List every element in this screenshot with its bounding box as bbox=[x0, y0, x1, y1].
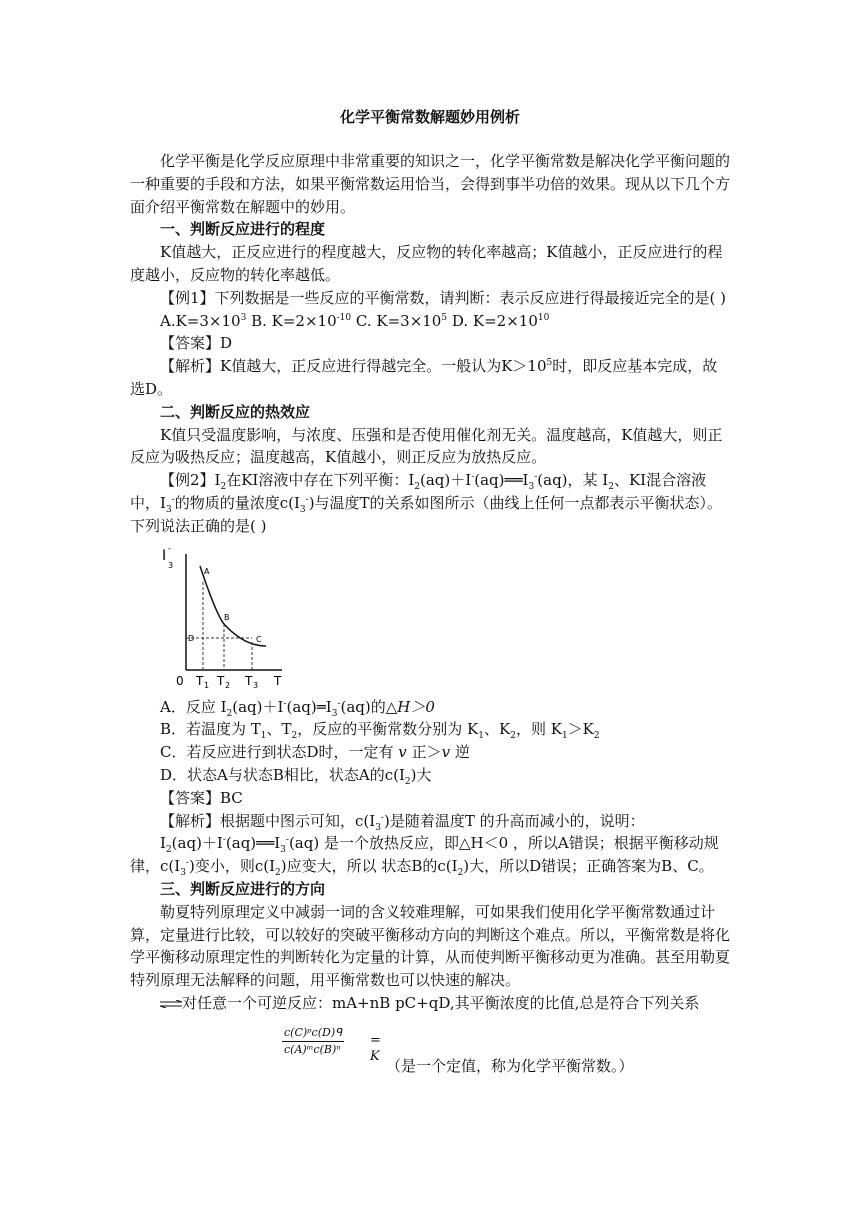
example-2-analysis-2 bbox=[130, 832, 732, 878]
sup: - bbox=[305, 494, 309, 505]
section-3-paragraph: 勒夏特列原理定义中减弱一词的含义较难理解，可如果我们使用化学平衡常数通过计算，定量进行比较，可以较好的突破平衡移动方向的判断这个难点。所以，平衡常数是将化学平衡移动原理定性的判断转化为定量的计算，从而使判断平衡移动更为准确。甚至用勒夏特列原理无法解释的问题，用平衡常数也可以快速的解决。 bbox=[130, 902, 731, 990]
t: (aq)══I bbox=[225, 834, 281, 853]
formula-denominator: c(A)ᵐc(B)ⁿ bbox=[284, 1042, 341, 1056]
example-1-answer: 【答案】D bbox=[160, 334, 233, 353]
t2-sub: 2 bbox=[225, 680, 231, 690]
formula-numerator: c(C)ᵖc(D)ᑫ bbox=[282, 1025, 344, 1042]
formula-fraction bbox=[282, 1025, 381, 1064]
t: (aq)═I bbox=[286, 697, 332, 716]
sup: - bbox=[471, 472, 475, 483]
point-a-label: A bbox=[204, 566, 210, 576]
point-c-label: C bbox=[256, 634, 262, 644]
t: (aq)＋I bbox=[171, 834, 223, 853]
t: 、KI混合溶液中，I bbox=[130, 471, 707, 512]
sub: 3 bbox=[375, 822, 381, 833]
intro-paragraph: 化学平衡是化学反应原理中非常重要的知识之一，化学平衡常数是解决化学平衡问题的一种重要的手段和方法，如果平衡常数运用恰当，会得到事半功倍的效果。现从以下几个方面介绍平衡常数在解题中的妙用。 bbox=[130, 152, 731, 216]
section-3-heading: 三、判断反应进行的方向 bbox=[160, 879, 326, 898]
t: 的物质的量浓度c(I bbox=[174, 493, 300, 512]
option-b-exp: -10 bbox=[336, 312, 352, 323]
t: ，反应的平衡常数分别为 K bbox=[297, 720, 479, 739]
y-label-sup: - bbox=[168, 543, 171, 553]
t: (aq)＋I bbox=[420, 471, 472, 490]
sub: 2 bbox=[593, 731, 600, 742]
y-label-sub: 3 bbox=[168, 560, 174, 570]
sub: 3 bbox=[331, 708, 338, 719]
t: )是随着温度T 的升高而减小的，说明： bbox=[383, 811, 645, 830]
sub: 2 bbox=[165, 845, 172, 856]
t: )变小，则c(I bbox=[188, 857, 275, 876]
option-a-exp: 3 bbox=[240, 312, 247, 323]
t: D．状态A与状态B相比，状态A的c(I bbox=[160, 765, 405, 784]
t: (aq)══I bbox=[474, 471, 529, 490]
t: △H＞0 bbox=[385, 697, 435, 716]
example-2-option-c bbox=[130, 741, 732, 764]
example-2-option-b bbox=[130, 718, 732, 741]
sub: 2 bbox=[291, 731, 298, 742]
section-1-paragraph: K值越大，正反应进行的程度越大，反应物的转化率越高；K值越小，正反应进行的程度越小，反应物的转化率越低。 bbox=[130, 243, 723, 284]
t: C．若反应进行到状态D时，一定有 bbox=[160, 743, 394, 762]
t: A．反应 I bbox=[160, 697, 227, 716]
t: 、K bbox=[484, 720, 511, 739]
document-body bbox=[130, 150, 732, 1083]
formula-k: = K bbox=[370, 1032, 381, 1064]
t: 、T bbox=[266, 720, 292, 739]
sup: - bbox=[534, 472, 538, 483]
sub: 2 bbox=[608, 482, 614, 493]
t: 【例2】I bbox=[160, 471, 221, 490]
sub: 2 bbox=[414, 482, 421, 493]
analysis-text-end: 时，即反应基本完成，故选D。 bbox=[130, 357, 718, 398]
example-1-analysis bbox=[130, 355, 732, 401]
equilibrium-constant-formula bbox=[130, 1023, 732, 1083]
t1-label: T bbox=[196, 673, 204, 688]
t: v bbox=[398, 743, 407, 762]
sup: - bbox=[380, 812, 384, 823]
t: )大 bbox=[410, 765, 432, 784]
analysis-text: 【解析】K值越大，正反应进行得越完全。一般认为K＞10 bbox=[160, 357, 547, 376]
sup: - bbox=[185, 858, 189, 869]
t: 逆 bbox=[454, 743, 470, 762]
example-2-answer: 【答案】BC bbox=[160, 788, 243, 807]
option-b: B. K=2×10 bbox=[246, 311, 337, 330]
t: (aq)，某 I bbox=[537, 471, 609, 490]
t: )与温度T的关系如图所示（曲线上任何一点都表示平衡状态）。下列说法正确的是( ) bbox=[130, 493, 723, 535]
example-1-question: 【例1】下列数据是一些反应的平衡常数，请判断：表示反应进行得最接近完全的是( ) bbox=[160, 288, 727, 307]
document-title: 化学平衡常数解题妙用例析 bbox=[339, 108, 520, 126]
point-d-label: D bbox=[188, 633, 195, 643]
t: 对任意一个可逆反应：mA+nB pC+qD,其平衡浓度的比值,总是符合下列关系 bbox=[182, 993, 700, 1012]
t1-sub: 1 bbox=[204, 680, 210, 690]
concentration-temperature-graph bbox=[158, 542, 732, 694]
t2-label: T bbox=[217, 673, 225, 688]
sub: 1 bbox=[561, 731, 568, 742]
sub: 2 bbox=[220, 482, 227, 493]
example-2-option-a bbox=[130, 696, 732, 719]
example-2-option-d bbox=[130, 764, 732, 787]
equilibrium-arrow-icon bbox=[160, 1000, 182, 1008]
analysis-exp: 5 bbox=[546, 358, 553, 369]
sub: 2 bbox=[404, 776, 411, 787]
section-1-heading: 一、判断反应进行的程度 bbox=[160, 220, 326, 239]
t: (aq)的 bbox=[340, 697, 386, 716]
sub: 3 bbox=[180, 868, 186, 879]
sub: 3 bbox=[299, 504, 306, 515]
option-c: C. K=3×10 bbox=[351, 311, 442, 330]
curve bbox=[200, 566, 266, 646]
sub: 3 bbox=[280, 845, 286, 856]
sup: - bbox=[171, 494, 175, 505]
t: 【解析】根据题中图示可知，c(I bbox=[160, 811, 376, 830]
sub: 3 bbox=[165, 504, 172, 515]
t: 正＞ bbox=[411, 743, 442, 762]
t: 在KI溶液中存在下列平衡：I bbox=[226, 471, 415, 490]
example-1-options bbox=[130, 310, 732, 333]
formula-note: （是一个定值，称为化学平衡常数。） bbox=[386, 1056, 634, 1075]
sub: 1 bbox=[260, 731, 267, 742]
t3-label: T bbox=[245, 673, 253, 688]
origin-label: 0 bbox=[176, 673, 184, 688]
sub: 2 bbox=[275, 868, 281, 879]
t: ＞K bbox=[567, 720, 594, 739]
t: (aq) 是一个放热反应，即△H＜0 ，所以A错误；根据平衡移动规律，c(I bbox=[130, 834, 719, 876]
option-c-exp: 5 bbox=[441, 312, 448, 323]
sup: - bbox=[285, 835, 289, 846]
section-2-paragraph: K值只受温度影响，与浓度、压强和是否使用催化剂无关。温度越高，K值越大，则正反应为吸热反应；温度越高，K值越小，则正反应为放热反应。 bbox=[130, 425, 723, 467]
option-a: A.K=3×10 bbox=[160, 311, 241, 330]
example-2-question bbox=[130, 469, 732, 537]
sub: 3 bbox=[528, 482, 535, 493]
sup: - bbox=[222, 835, 226, 846]
y-label: I bbox=[162, 547, 167, 564]
point-b-label: B bbox=[224, 612, 230, 622]
t: (aq)＋I bbox=[232, 697, 284, 716]
section-3-relation bbox=[130, 992, 732, 1015]
t3-sub: 3 bbox=[253, 680, 259, 690]
t: B．若温度为 T bbox=[160, 720, 261, 739]
sup: - bbox=[337, 698, 341, 709]
sub: 1 bbox=[478, 731, 484, 742]
t: )大，所以D错误；正确答案为B、C。 bbox=[463, 857, 714, 876]
option-d-exp: 10 bbox=[537, 312, 550, 323]
sub: 2 bbox=[226, 708, 233, 719]
t: I bbox=[160, 834, 166, 853]
example-2-analysis-1 bbox=[130, 810, 732, 833]
t: )应变大，所以 状态B的c(I bbox=[280, 857, 458, 876]
sup: - bbox=[283, 698, 287, 709]
option-d: D. K=2×10 bbox=[447, 311, 538, 330]
x-label: T bbox=[274, 673, 282, 688]
sub: 2 bbox=[510, 731, 516, 742]
graph-svg bbox=[158, 542, 288, 694]
t: v bbox=[441, 743, 451, 762]
section-2-heading: 二、判断反应的热效应 bbox=[160, 402, 311, 421]
t: ，则 K bbox=[515, 720, 562, 739]
sub: 2 bbox=[457, 868, 464, 879]
